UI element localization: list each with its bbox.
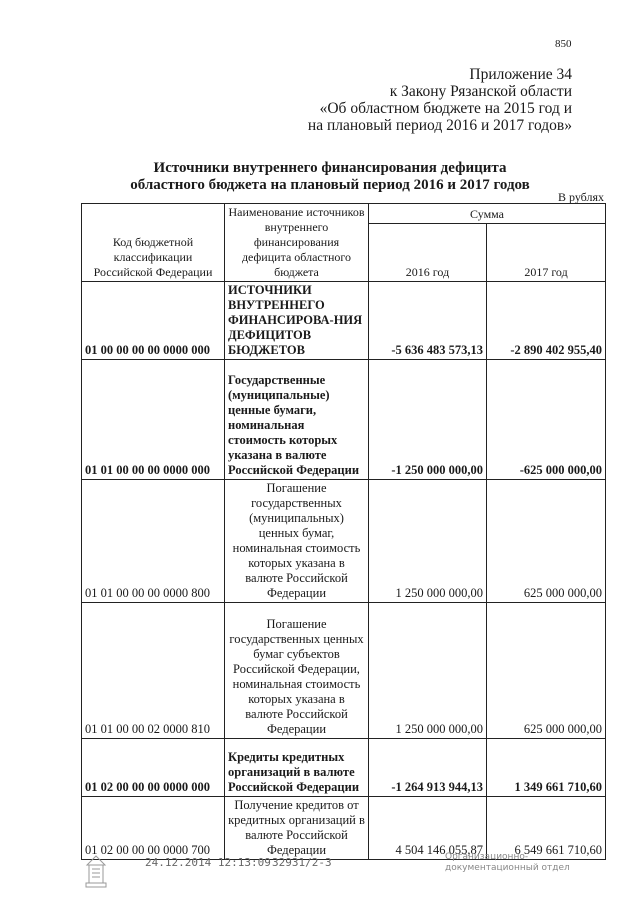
row-code: 01 01 00 00 00 0000 000 bbox=[82, 360, 225, 480]
appendix-header bbox=[308, 66, 572, 134]
row-code: 01 02 00 00 00 0000 700 bbox=[82, 797, 225, 860]
header-name: Наименование источников внутреннего финансирования дефицита областного бюджета bbox=[225, 204, 369, 282]
table-row bbox=[82, 480, 606, 603]
title-line-1: Источники внутреннего финансирования дефицита bbox=[153, 160, 507, 176]
row-value-2017: 625 000 000,00 bbox=[487, 603, 606, 739]
row-name: Кредиты кредитных организаций в валюте Российской Федерации bbox=[225, 739, 369, 797]
footer-dept-line-2: документационный отдел bbox=[445, 863, 570, 873]
financing-sources-table bbox=[81, 203, 606, 860]
title-line-2: областного бюджета на плановый период 2016 и 2017 годов bbox=[130, 177, 530, 193]
table-row bbox=[82, 603, 606, 739]
row-code: 01 02 00 00 00 0000 000 bbox=[82, 739, 225, 797]
page-number: 850 bbox=[555, 38, 572, 50]
document-title bbox=[60, 160, 600, 194]
table-row bbox=[82, 282, 606, 360]
header-sum: Сумма bbox=[369, 204, 606, 224]
row-value-2016: -5 636 483 573,13 bbox=[369, 282, 487, 360]
footer-doc-code: 32931/2-3 bbox=[272, 856, 332, 869]
row-name: Получение кредитов от кредитных организаций в валюте Российской Федерации bbox=[225, 797, 369, 860]
units-label: В рублях bbox=[557, 190, 604, 204]
row-name: Государственные (муниципальные) ценные бумаги, номинальная стоимость которых указана в валюте Российской Федерации bbox=[225, 360, 369, 480]
footer-department-stamp bbox=[445, 852, 570, 874]
row-code: 01 00 00 00 00 0000 000 bbox=[82, 282, 225, 360]
row-value-2017: 625 000 000,00 bbox=[487, 480, 606, 603]
table-row bbox=[82, 797, 606, 860]
table-header-row bbox=[82, 204, 606, 224]
table-row bbox=[82, 739, 606, 797]
header-code: Код бюджетной классификации Российской Федерации bbox=[82, 204, 225, 282]
row-value-2017: -625 000 000,00 bbox=[487, 360, 606, 480]
row-name: Погашение государственных ценных бумаг субъектов Российской Федерации, номинальная стоимость которых указана в валюте Российской Федерации bbox=[225, 603, 369, 739]
emblem-logo-icon bbox=[83, 853, 109, 889]
row-value-2016: 4 504 146 055,87 bbox=[369, 797, 487, 860]
appendix-line-3: «Об областном бюджете на 2015 год и bbox=[319, 100, 572, 117]
row-name: Погашение государственных (муниципальных) ценных бумаг, номинальная стоимость которых указана в валюте Российской Федерации bbox=[225, 480, 369, 603]
footer-datetime: 24.12.2014 12:13:09 bbox=[145, 856, 271, 869]
row-value-2017: -2 890 402 955,40 bbox=[487, 282, 606, 360]
row-value-2017: 1 349 661 710,60 bbox=[487, 739, 606, 797]
row-value-2016: 1 250 000 000,00 bbox=[369, 603, 487, 739]
appendix-line-2: к Закону Рязанской области bbox=[389, 83, 572, 100]
row-value-2016: -1 264 913 944,13 bbox=[369, 739, 487, 797]
row-code: 01 01 00 00 02 0000 810 bbox=[82, 603, 225, 739]
table-row bbox=[82, 360, 606, 480]
header-year-2016: 2016 год bbox=[369, 224, 487, 282]
footer-dept-line-1: Организационно- bbox=[445, 852, 529, 862]
row-name: ИСТОЧНИКИ ВНУТРЕННЕГО ФИНАНСИРОВА-НИЯ ДЕФИЦИТОВ БЮДЖЕТОВ bbox=[225, 282, 369, 360]
appendix-line-1: Приложение 34 bbox=[469, 66, 572, 83]
row-code: 01 01 00 00 00 0000 800 bbox=[82, 480, 225, 603]
row-value-2017: 6 549 661 710,60 bbox=[487, 797, 606, 860]
row-value-2016: -1 250 000 000,00 bbox=[369, 360, 487, 480]
header-year-2017: 2017 год bbox=[487, 224, 606, 282]
row-value-2016: 1 250 000 000,00 bbox=[369, 480, 487, 603]
appendix-line-4: на плановый период 2016 и 2017 годов» bbox=[307, 117, 572, 134]
